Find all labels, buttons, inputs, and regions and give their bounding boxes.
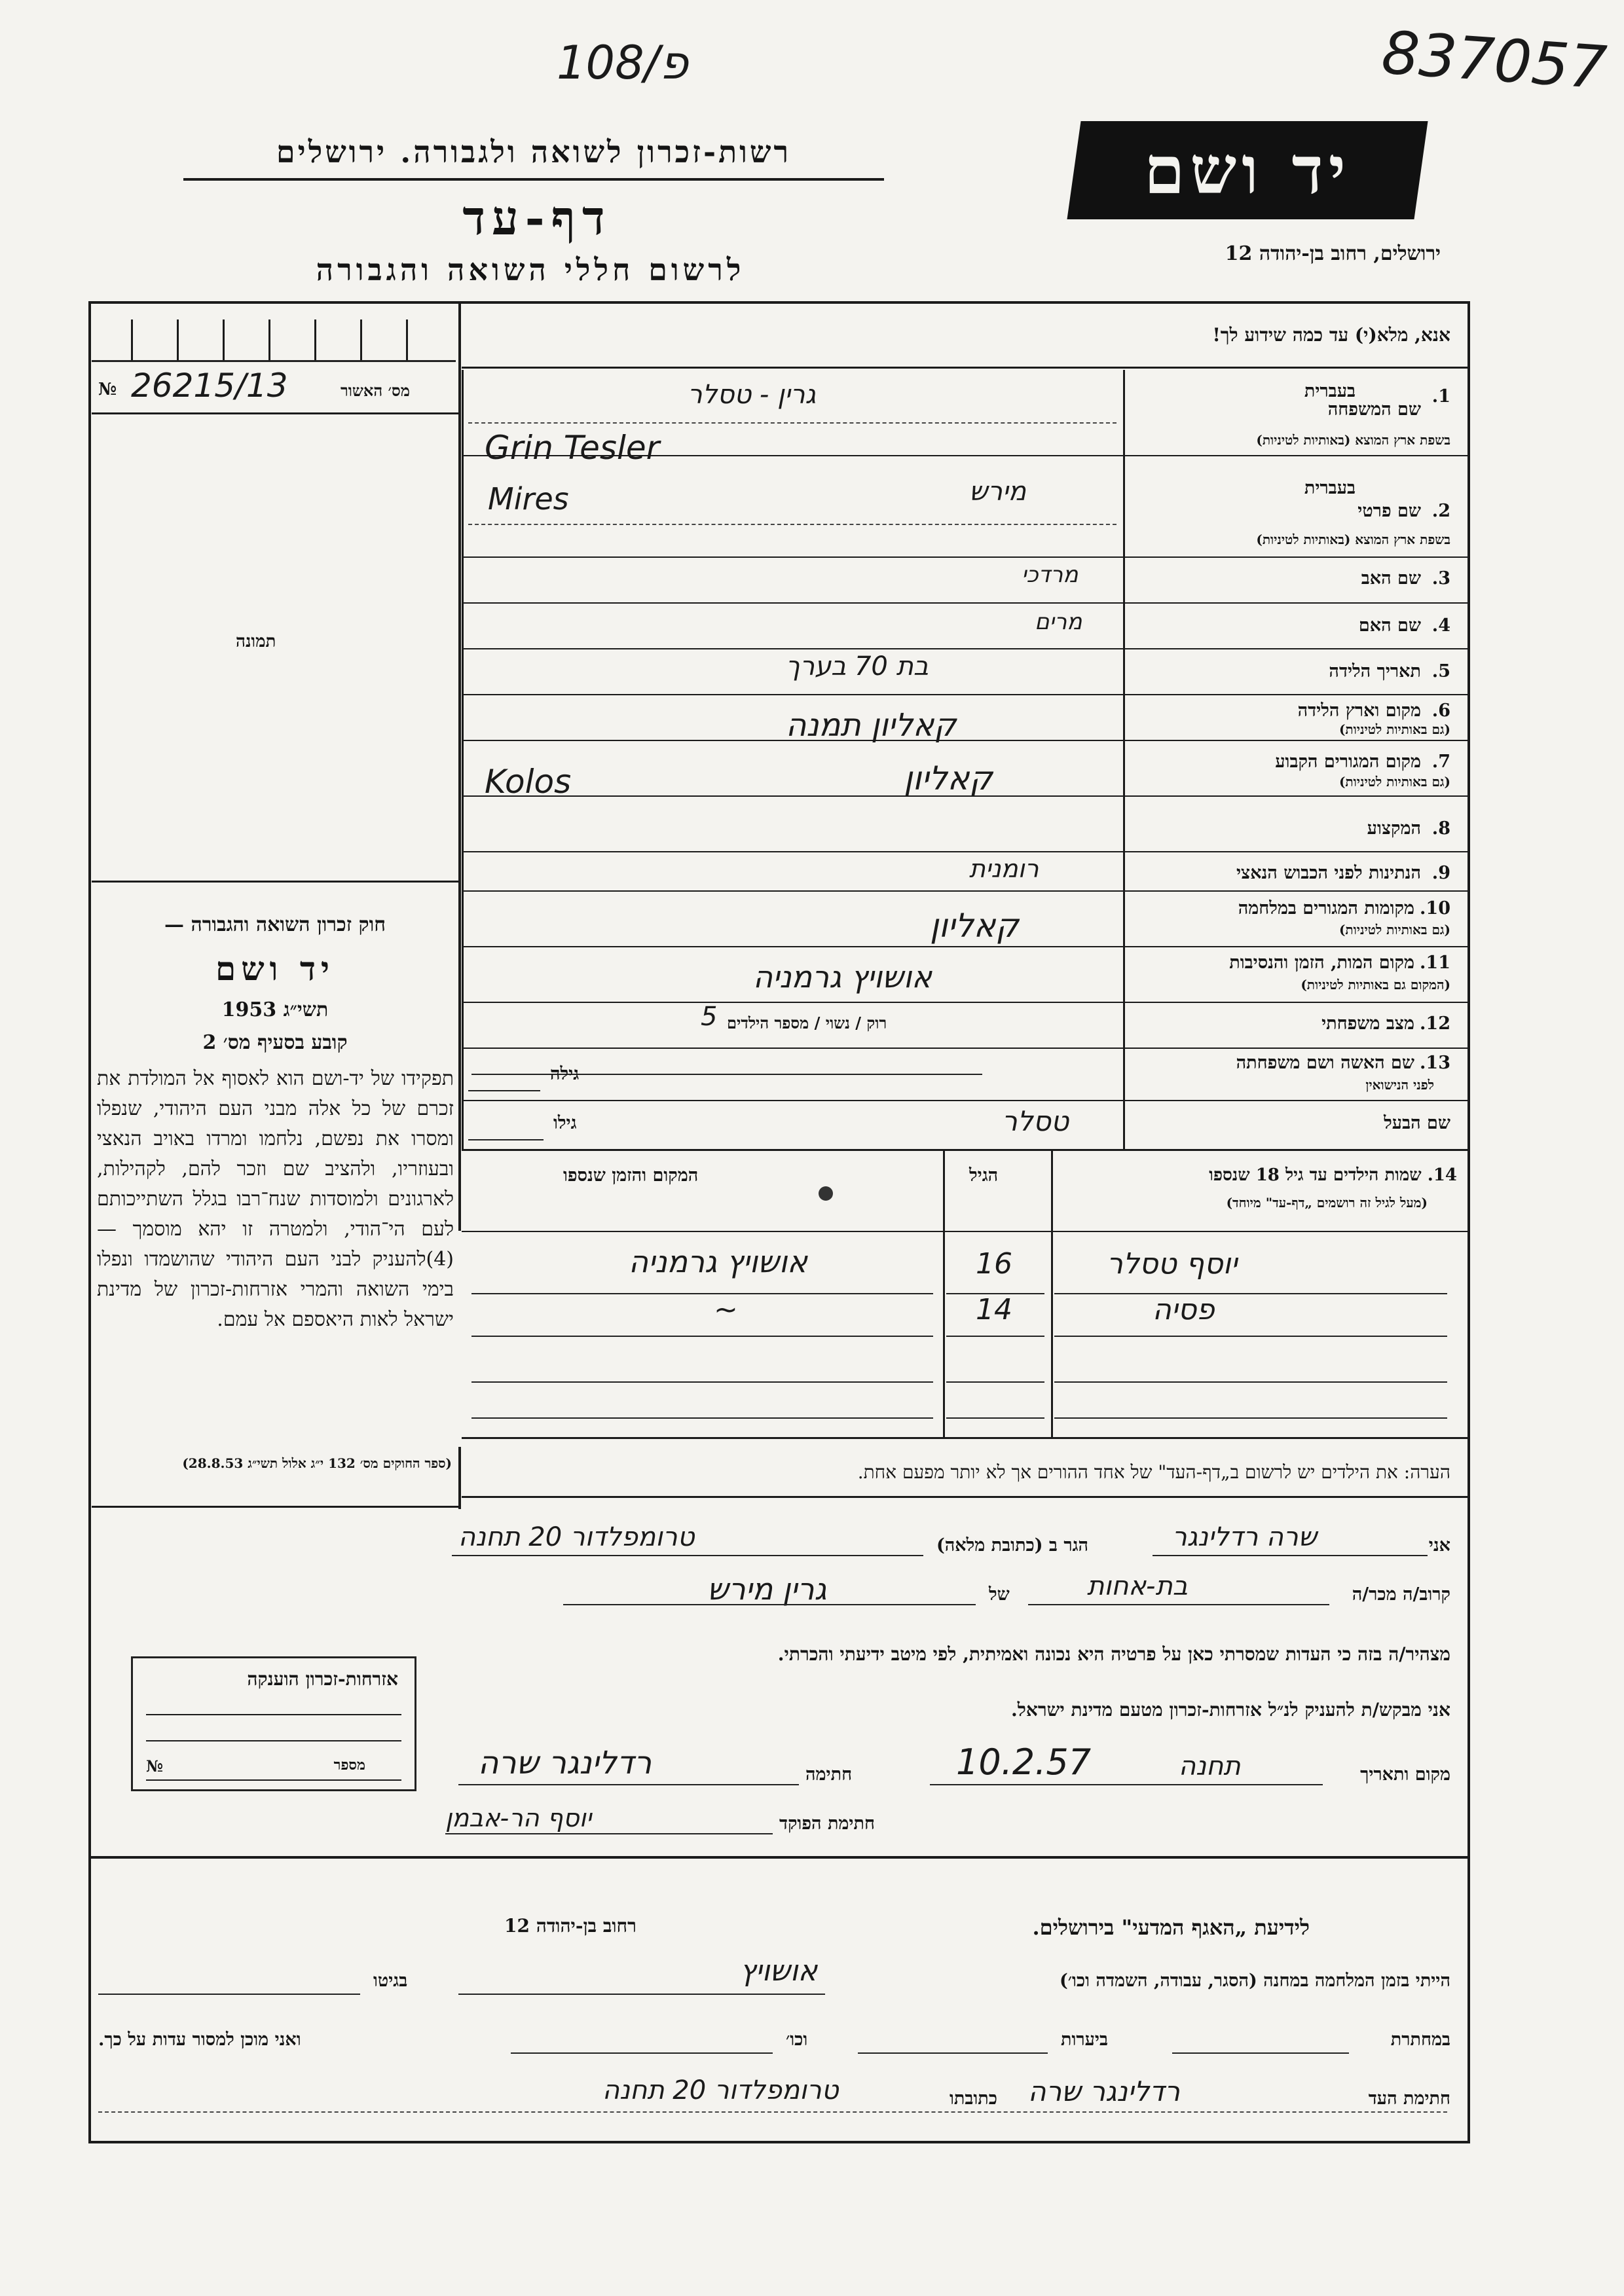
field-1-sub: בשפת ארץ המוצא (באותיות לטיניות) bbox=[1256, 432, 1450, 448]
field-7-value-lat[interactable]: Kolos bbox=[485, 763, 572, 801]
child-2-place[interactable]: ~ bbox=[714, 1293, 738, 1326]
field-1-number: 1. bbox=[1431, 386, 1450, 407]
field-5-number: 5. bbox=[1431, 661, 1450, 682]
decl-declarant[interactable]: שרה רדלינגר bbox=[1172, 1522, 1317, 1552]
footer-line2b: ביערות bbox=[1061, 2030, 1109, 2050]
field-9-label: הנתינות לפני הכבוש הנאצי bbox=[1236, 863, 1421, 883]
field-7-sub: (גם באותיות לטיניות) bbox=[1338, 774, 1450, 790]
decl-signature-label: חתימה bbox=[805, 1764, 853, 1785]
decl-officer-signature[interactable]: יוסף הר-אבמן bbox=[445, 1804, 592, 1832]
registration-grid bbox=[92, 306, 456, 362]
field-12-label: מצב משפחתי bbox=[1321, 1013, 1414, 1034]
child-2-name[interactable]: פסיה bbox=[1153, 1293, 1215, 1326]
field-9-number: 9. bbox=[1431, 863, 1450, 883]
law-year: תשי״ג 1953 bbox=[221, 998, 329, 1021]
field-13-number: 13. bbox=[1420, 1053, 1450, 1073]
decl-subject[interactable]: גרין מירש bbox=[707, 1571, 827, 1607]
decl-officer-label: חתימת הפוקד bbox=[779, 1813, 875, 1834]
law-source: (ספר החוקים מס׳ 132 י״ג אלול תשי״ג 28.8.53) bbox=[182, 1455, 452, 1471]
authority-title: רשות-זכרון לשואה ולגבורה. ירושלים bbox=[276, 134, 792, 170]
field-4-number: 4. bbox=[1431, 615, 1450, 636]
law-title: חוק זכרון השואה והגבורה — bbox=[164, 913, 386, 936]
field-12-number: 12. bbox=[1420, 1013, 1450, 1034]
decl-signature[interactable]: רדלינגר שרה bbox=[478, 1745, 652, 1781]
field-1-label: שם המשפחה bbox=[1327, 399, 1421, 420]
field-10-value[interactable]: קאליון bbox=[930, 907, 1019, 945]
field-13-label: שם האשה ושם משפחתה bbox=[1236, 1053, 1414, 1073]
decl-request: אני מבקש/ת להעניק לנ״ל אזרחות-זכרון מטעם מדינת ישראל. bbox=[1011, 1699, 1450, 1721]
field-6-sub: (גם באותיות לטיניות) bbox=[1338, 721, 1450, 737]
field-2-sub: בשפת ארץ המוצא (באותיות לטיניות) bbox=[1256, 532, 1450, 547]
field-11-number: 11. bbox=[1420, 953, 1450, 973]
field-13-age-label: גילה bbox=[550, 1064, 580, 1084]
form-title: דף-עד bbox=[462, 190, 612, 246]
registration-number[interactable]: 26215/13 bbox=[131, 367, 288, 405]
footer-address: רחוב בן-יהודה 12 bbox=[504, 1915, 637, 1937]
instruction: אנא, מלא(י) עד כמה שידוע לך! bbox=[1212, 324, 1450, 346]
form-subtitle: לרשום חללי השואה והגבורה bbox=[316, 252, 745, 287]
child-1-age[interactable]: 16 bbox=[976, 1247, 1012, 1281]
footer-ghetto: בגיטו bbox=[373, 1971, 408, 1991]
footer-witness-addr[interactable]: טרומפלדור 20 תחנה bbox=[602, 2075, 839, 2105]
law-clause: קובע בסעיף מס׳ 2 bbox=[202, 1031, 348, 1054]
child-2-age[interactable]: 14 bbox=[976, 1293, 1012, 1326]
field-3-label: שם האב bbox=[1361, 568, 1421, 589]
field-4-label: שם האם bbox=[1358, 615, 1421, 636]
footer-line2c: וכו׳ bbox=[786, 2030, 808, 2050]
decl-i: אני bbox=[1428, 1535, 1450, 1556]
husband-value[interactable]: טסלר bbox=[1002, 1105, 1069, 1137]
field-2-value-he[interactable]: מירש bbox=[969, 477, 1027, 507]
decl-place-date-label: מקום ותאריך bbox=[1360, 1764, 1450, 1785]
field-2-lang: בעברית bbox=[1304, 478, 1356, 498]
footer-camp[interactable]: אושויץ bbox=[740, 1954, 818, 1988]
field-8-label: המקצוע bbox=[1367, 818, 1421, 839]
footer-line2d: ואני מוכן למסור עדות על כך. bbox=[98, 2030, 301, 2050]
children-note: (מעל לגיל זה רושמים „דף-עד" מיוחד) bbox=[1226, 1195, 1428, 1211]
photo-label: תמונה bbox=[236, 632, 276, 651]
decl-of: של bbox=[989, 1584, 1010, 1605]
field-12-value[interactable]: 5 bbox=[701, 1002, 718, 1032]
field-11-label: מקום המות, הזמן והנסיבות bbox=[1229, 953, 1414, 973]
decl-place[interactable]: תחנה bbox=[1179, 1751, 1241, 1781]
field-13-sub: לפני הנישואין bbox=[1365, 1077, 1434, 1093]
decl-statement: מצהיר/ה בזה כי העדות שמסרתי כאן על פרטיה היא נכונה ואמיתית, לפי מיטב ידיעתי והכרתי. bbox=[777, 1643, 1450, 1665]
field-10-number: 10. bbox=[1420, 898, 1450, 919]
law-yv: יד ושם bbox=[215, 949, 335, 988]
field-11-value[interactable]: אושויץ גרמניה bbox=[753, 959, 932, 994]
field-12-options: רוק / נשוי / מספר הילדים bbox=[727, 1013, 887, 1032]
children-col-age: הגיל bbox=[969, 1165, 999, 1186]
remark: הערה: את הילדים יש לרשום ב„דף-העד" של אחד ההורים אך לא יותר מפעם אחת. bbox=[857, 1461, 1450, 1483]
field-6-number: 6. bbox=[1431, 701, 1450, 721]
field-2-number: 2. bbox=[1431, 501, 1450, 521]
husband-label: שם הבעל bbox=[1384, 1113, 1450, 1133]
field-3-number: 3. bbox=[1431, 568, 1450, 589]
field-1-lang: בעברית bbox=[1304, 381, 1356, 401]
field-8-number: 8. bbox=[1431, 818, 1450, 839]
children-col-place: המקום והזמן שנספו bbox=[563, 1165, 699, 1186]
field-2-label: שם פרטי bbox=[1357, 501, 1421, 521]
field-10-label: מקומות המגורים במלחמה bbox=[1238, 898, 1414, 919]
citizenship-box bbox=[131, 1656, 416, 1791]
citizenship-title: אזרחות-זכרון הוענקה bbox=[247, 1668, 398, 1690]
logo-text: יד ושם bbox=[1144, 132, 1351, 209]
registration-label: מס׳ האשור bbox=[341, 381, 410, 400]
bullet-icon bbox=[819, 1186, 833, 1201]
decl-address[interactable]: טרומפלדור 20 תחנה bbox=[458, 1522, 695, 1552]
registration-prefix: № bbox=[98, 380, 117, 399]
child-1-name[interactable]: יוסף טסלר bbox=[1107, 1247, 1238, 1281]
footer-address-label: כתובתו bbox=[950, 2088, 997, 2109]
field-4-value[interactable]: מרים bbox=[1035, 609, 1082, 635]
yad-vashem-logo bbox=[1067, 121, 1428, 219]
handwritten-ref: פ/108 bbox=[557, 36, 688, 90]
decl-relative: קרוב/ה מכר/ה bbox=[1352, 1584, 1450, 1605]
husband-age-label: גילו bbox=[553, 1113, 577, 1133]
field-7-label: מקום המגורים הקבוע bbox=[1275, 752, 1421, 772]
citizenship-number-label: מספר bbox=[333, 1757, 365, 1774]
child-1-place[interactable]: אושויץ גרמניה bbox=[629, 1244, 808, 1279]
header-address: ירושלים, רחוב בן-יהודה 12 bbox=[1225, 242, 1441, 265]
field-7-value-he[interactable]: קאליון bbox=[904, 759, 993, 797]
field-10-sub: (גם באותיות לטיניות) bbox=[1338, 922, 1450, 938]
handwritten-number: 837057 bbox=[1379, 18, 1609, 103]
footer-line1: הייתי בזמן המלחמה במחנה (הסגר, עבודה, השמדה וכו׳) bbox=[1060, 1971, 1450, 1991]
footer-witness-sig[interactable]: רדלינגר שרה bbox=[1028, 2075, 1180, 2107]
field-6-value[interactable]: קאליון תמנה bbox=[786, 707, 957, 744]
field-7-number: 7. bbox=[1431, 752, 1450, 772]
field-1-value-he[interactable]: גרין - טסלר bbox=[688, 380, 816, 410]
citizenship-prefix: № bbox=[146, 1757, 164, 1776]
field-9-value[interactable]: רומנית bbox=[969, 854, 1039, 883]
field-1-value-lat[interactable]: Grin Tesler bbox=[485, 429, 660, 467]
footer-witness-label: חתימת העד bbox=[1368, 2088, 1450, 2109]
footer-line2a: במחתרת bbox=[1390, 2030, 1450, 2050]
decl-relation[interactable]: בת-אחות bbox=[1087, 1571, 1188, 1601]
field-2-value-lat[interactable]: Mires bbox=[488, 481, 569, 517]
field-3-value[interactable]: מרדכי bbox=[1022, 562, 1079, 588]
children-title: 14. שמות הילדים עד גיל 18 שנספו bbox=[1209, 1165, 1457, 1185]
decl-residing: הגר ב (כתובת מלאה) bbox=[936, 1535, 1089, 1556]
law-text: תפקידו של יד-ושם הוא לאסוף אל המולדת את זכרם של כל אלה מבני העם היהודי, שנפלו ומסרו את נפשם, נלחמו ומרדו באויב הנאצי ובעוזריו, ולהציב שם וזכר להם, לקהילות, לארגונים ולמוסדות שנח־רבו בגלל השתייכותם לעם הי־הודי, ולמטרה זו יהא מוסמך — (4)להעניק לבני העם היהודי שהושמדו ונפלו בימי השואה והמרי אזרחות-זכרון של מדינת ישראל לאות היאספם אל עמם. bbox=[97, 1067, 454, 1331]
field-5-value[interactable]: בת 70 בערך bbox=[786, 651, 929, 682]
decl-date[interactable]: 10.2.57 bbox=[956, 1741, 1092, 1783]
field-6-label: מקום וארץ הלידה bbox=[1297, 701, 1421, 721]
field-5-label: תאריך הלידה bbox=[1329, 661, 1421, 682]
footer-title: לידיעת „האגף המדעי" בירושלים. bbox=[1032, 1915, 1310, 1940]
field-11-sub: (המקום גם באותיות לטיניות) bbox=[1301, 977, 1450, 993]
